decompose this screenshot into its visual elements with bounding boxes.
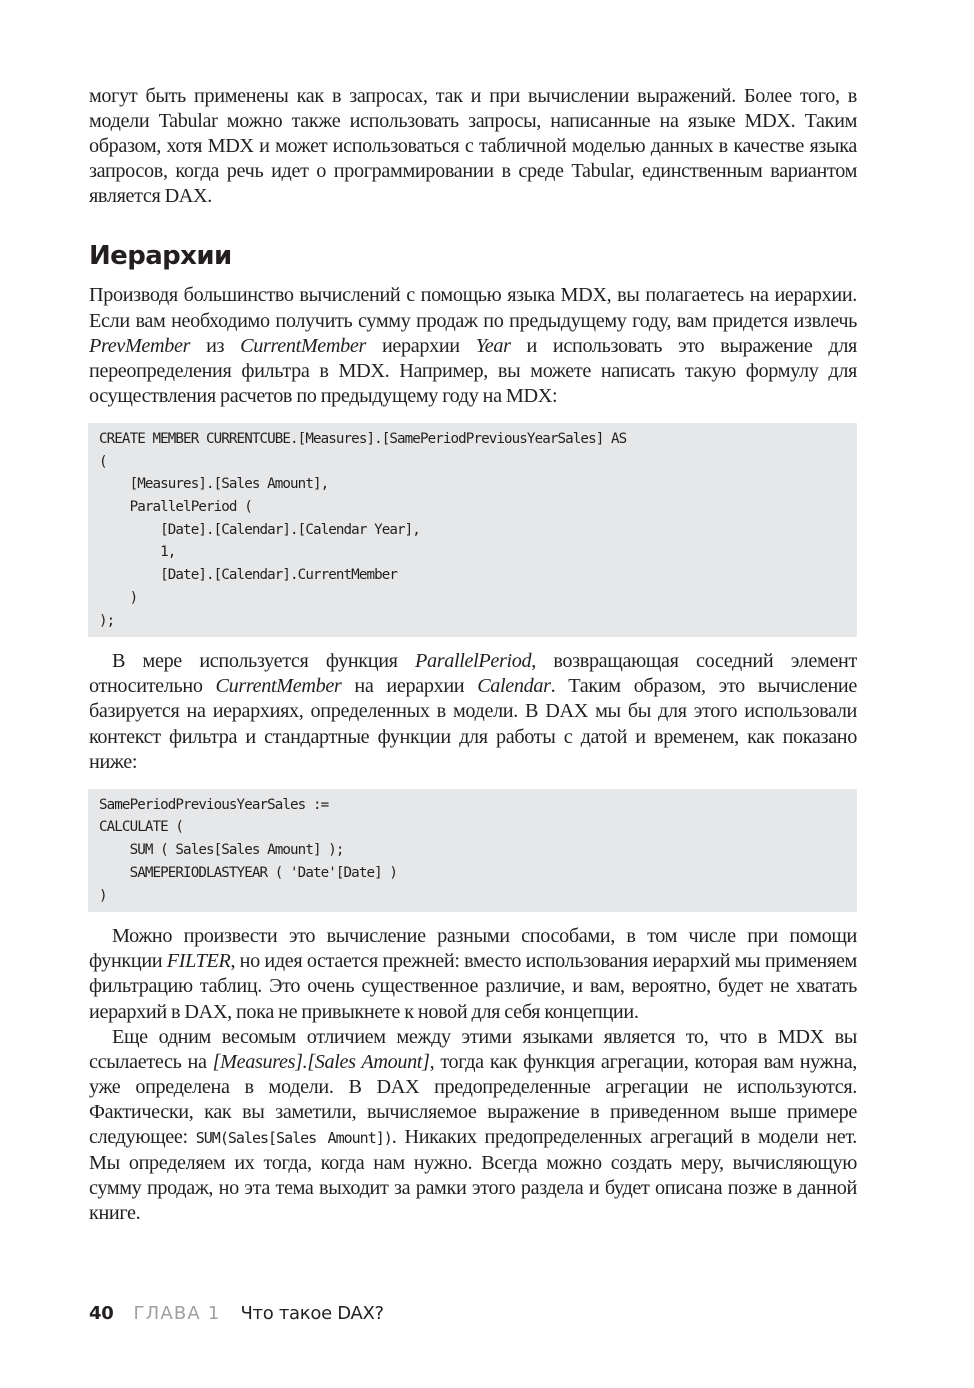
paragraph-parallelperiod [89,649,857,774]
page-footer [89,1303,384,1325]
code-line: SamePeriodPreviousYearSales := [99,796,329,813]
text: . Таким образом, это вычисление базируется на иерархиях, определенных в модели. В DAX мы бы для этого использовали контекст фильтра и стандартные функции для работы с датой и временем, как показано ниже: [89,675,857,773]
text: , возвращающая соседний элемент относительно [89,650,857,698]
emphasis-measures-sales-amount: [Measures].[Sales Amount] [212,1050,430,1073]
paragraph-filter [89,924,857,1024]
code-line: CREATE MEMBER CURRENTCUBE.[Measures].[SamePeriodPreviousYearSales] AS [99,430,627,447]
text: Еще одним весомым отличием между этими языками является то, что в MDX вы ссылаетесь на [89,1025,857,1073]
text: Производя большинство вычислений с помощью языка MDX, вы полагаетесь на иерархии. Если вам необходимо получить сумму продаж по предыдущему году, вам придется извлечь [89,284,857,332]
emphasis-prevmember: PrevMember [89,334,191,357]
code-line: ); [99,612,115,629]
paragraph-aggregations [89,1025,857,1227]
emphasis-parallelperiod: ParallelPeriod [415,650,532,673]
paragraph-hierarchies-intro [89,283,857,408]
emphasis-currentmember: CurrentMember [215,675,342,698]
mdx-code-block [88,423,857,637]
emphasis-filter: FILTER [166,950,231,973]
code-line: SUM ( Sales[Sales Amount] ); [99,842,344,859]
intro-paragraph: могут быть применены как в запросах, так и при вычислении выражений. Более того, в модели Tabular можно также использовать запросы, написанные на языке MDX. Таким образом, хотя MDX и может использоваться с табличной моделью данных в качестве языка запросов, когда речь идет о программировании в среде Tabular, единственным вариантом является DAX. [89,85,857,208]
text: , тогда как функция агрегации, которая вам нужна, уже определена в модели. В DAX предопределенные агрегации не используются. Фактически, как вы заметили, вычисляемое выражение в приведенном выше примере следующее: [89,1050,857,1148]
chapter-label: ГЛАВА 1 [133,1303,221,1324]
code-line: SAMEPERIODLASTYEAR ( 'Date'[Date] ) [99,864,398,881]
section-heading: Иерархии [89,241,232,272]
code-line: [Date].[Calendar].CurrentMember [99,567,398,584]
code-line: CALCULATE ( [99,819,184,836]
page-body [89,84,857,1226]
text: Можно произвести это вычисление разными способами, в том числе при помощи функции [89,925,857,973]
emphasis-calendar: Calendar [477,675,551,698]
dax-code-block [88,789,857,913]
chapter-title: Что такое DAX? [240,1303,384,1324]
code-line: 1, [99,544,176,561]
emphasis-year: Year [475,334,511,357]
text: . Никаких предопределенных агрегаций в модели нет. Мы определяем их тогда, когда нам нужно. Всегда можно создать меру, вычисляющую сумму продаж, но эта тема выходит за рамки этого раздела и будет описана позже в данной книге. [89,1126,857,1225]
inline-code-sum: SUM(Sales[Sales Amount]) [195,1129,392,1147]
text: из [190,334,241,357]
code-line: ) [99,887,107,904]
text: и использовать это выражение для переопределения фильтра в MDX. Например, вы можете написать такую формулу для осуществления расчетов по предыдущему году на MDX: [89,334,857,407]
code-line: ( [99,453,107,470]
page-number: 40 [89,1303,114,1324]
text: , но идея остается прежней: вместо использования иерархий мы применяем фильтрацию таблиц. Это очень существенное различие, и вам, вероятно, будет не хватать иерархий в DAX, пока не привыкнете к новой для себя концепции. [89,950,857,1023]
text: на иерархии [341,675,478,698]
code-line: ParallelPeriod ( [99,499,252,516]
emphasis-currentmember: CurrentMember [240,334,366,357]
text: В мере используется функция [112,650,416,673]
code-line: [Date].[Calendar].[Calendar Year], [99,521,420,538]
code-line: ) [99,589,138,606]
code-line: [Measures].[Sales Amount], [99,476,329,493]
text: иерархии [366,334,476,357]
